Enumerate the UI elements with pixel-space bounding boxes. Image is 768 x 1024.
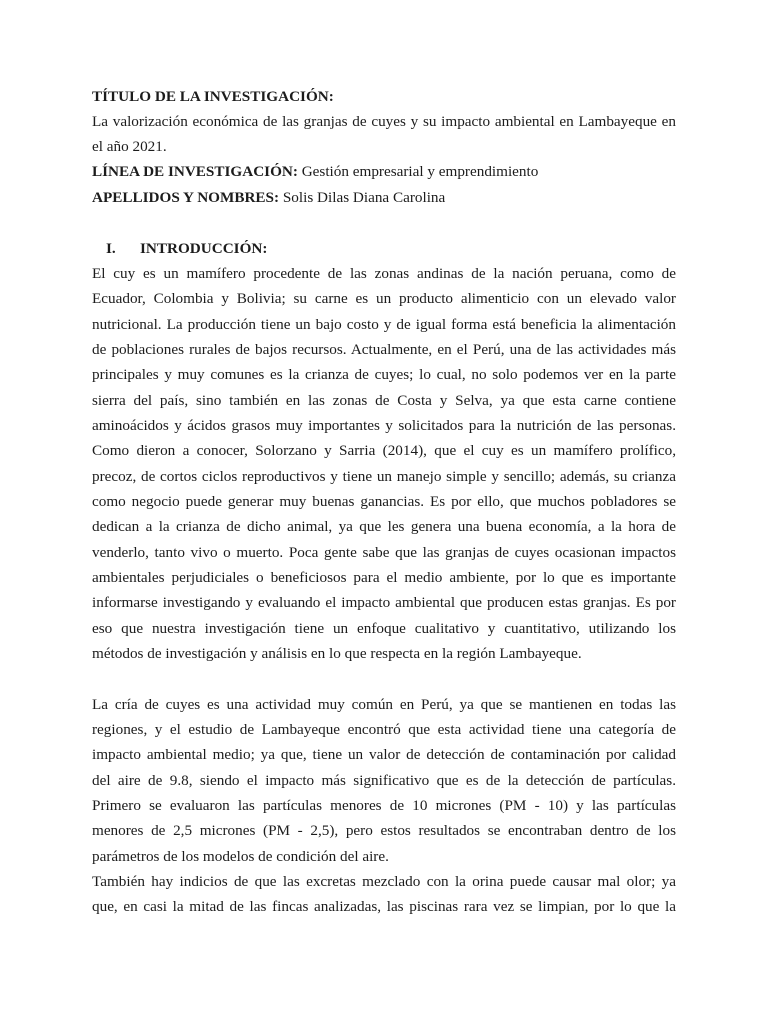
paragraph-line: Ecuador, Colombia y Bolivia; su carne es un producto alimenticio con un elevado valor	[92, 290, 676, 307]
section-number: I.	[106, 240, 116, 257]
paragraph-line: venderlo, tanto vivo o muerto. Poca gente sabe que las granjas de cuyes ocasionan impactos	[92, 544, 676, 561]
paragraph-line: ambientales perjudiciales o beneficiosos para el medio ambiente, por lo que es importante	[92, 569, 676, 586]
paragraph-line: menores de 2,5 micrones (PM - 2,5), pero estos resultados se encontraban dentro de los	[92, 822, 676, 839]
paragraph-line: regiones, y el estudio de Lambayeque encontró que esta actividad tiene una categoría de	[92, 721, 676, 738]
paragraph-line: principales y muy comunes es la crianza de cuyes; lo cual, no solo podemos ver en la parte	[92, 366, 676, 383]
paragraph-line: informarse investigando y evaluando el impacto ambiental que producen estas granjas. Es por	[92, 594, 676, 611]
paragraph-line: El cuy es un mamífero procedente de las zonas andinas de la nación peruana, como de	[92, 265, 676, 282]
paragraph-line: parámetros de los modelos de condición del aire.	[92, 848, 389, 865]
paragraph-line: dedican a la crianza de dicho animal, ya que les genera una buena economía, a la hora de	[92, 518, 676, 535]
apellidos-label: APELLIDOS Y NOMBRES:	[92, 189, 280, 206]
paragraph-line: sierra del país, sino también en las zonas de Costa y Selva, ya que esta carne contiene	[92, 392, 676, 409]
paragraph-line: Primero se evaluaron las partículas menores de 10 micrones (PM - 10) y las partículas	[92, 797, 676, 814]
paragraph-line: que, en casi la mitad de las fincas analizadas, las piscinas rara vez se limpian, por lo que la	[92, 898, 676, 915]
linea-label: LÍNEA DE INVESTIGACIÓN:	[92, 163, 298, 180]
paragraph-line: aminoácidos y ácidos grasos muy importantes y solicitados para la nutrición de las personas.	[92, 417, 676, 434]
paragraph-line: de poblaciones rurales de bajos recursos. Actualmente, en el Perú, una de las actividades más	[92, 341, 676, 358]
titulo-label: TÍTULO DE LA INVESTIGACIÓN:	[92, 88, 334, 105]
paragraph-line: impacto ambiental medio; ya que, tiene un valor de detección de contaminación por calidad	[92, 746, 676, 763]
paragraph-line: Como dieron a conocer, Solorzano y Sarria (2014), que el cuy es un mamífero prolífico,	[92, 442, 676, 459]
paragraph-line: También hay indicios de que las excretas mezclado con la orina puede causar mal olor; ya	[92, 873, 676, 890]
section-title: INTRODUCCIÓN:	[140, 240, 268, 257]
paragraph-line: como negocio puede generar muy buenas ganancias. Es por ello, que muchos pobladores se	[92, 493, 676, 510]
titulo-line-1: La valorización económica de las granjas de cuyes y su impacto ambiental en Lambayeque en	[92, 113, 676, 130]
titulo-line-2: el año 2021.	[92, 138, 167, 155]
paragraph-line: eso que nuestra investigación tiene un enfoque cualitativo y cuantitativo, utilizando los	[92, 620, 676, 637]
apellidos-value: Solis Dilas Diana Carolina	[279, 189, 446, 206]
paragraph-line: métodos de investigación y análisis en lo que respecta en la región Lambayeque.	[92, 645, 582, 662]
paragraph-line: nutricional. La producción tiene un bajo costo y de igual forma está beneficia la alimentación	[92, 316, 676, 333]
paragraph-line: precoz, de cortos ciclos reproductivos y tiene un manejo simple y sencillo; además, su crianza	[92, 468, 676, 485]
linea-investigacion	[92, 164, 676, 179]
linea-value: Gestión empresarial y emprendimiento	[297, 163, 539, 180]
paragraph-line: La cría de cuyes es una actividad muy común en Perú, ya que se mantienen en todas las	[92, 696, 676, 713]
apellidos-nombres	[92, 190, 676, 205]
paragraph-line: del aire de 9.8, siendo el impacto más significativo que es de la detección de partículas.	[92, 772, 676, 789]
